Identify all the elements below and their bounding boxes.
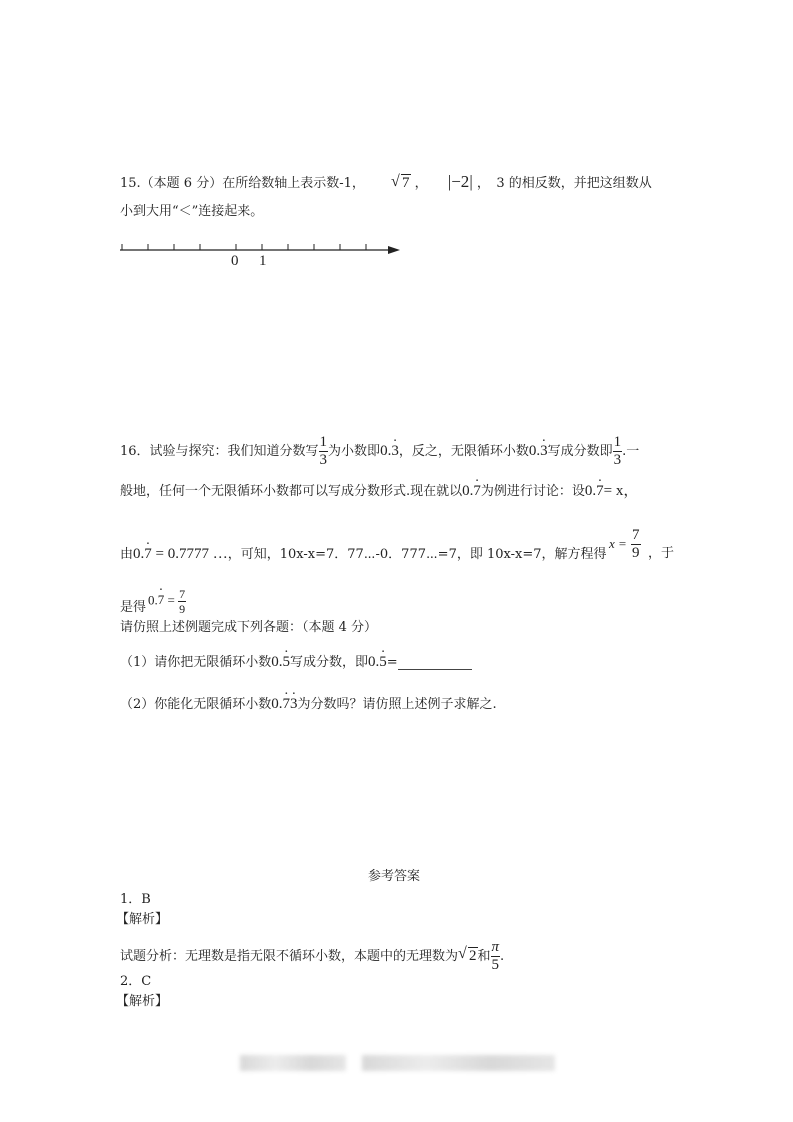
q15-line1-pre: 15.（本题 6 分）在所给数轴上表示数-1，	[120, 176, 365, 191]
frac-pi-five: $\frac{\pi}{5}$	[491, 939, 500, 973]
p2a: （2）你能化无限循环小数	[120, 697, 272, 712]
q16-instructions: 请仿照上述例题完成下列各题：（本题 4 分）	[120, 620, 378, 635]
answer-1: 1．B	[120, 892, 151, 907]
and-text: 和	[477, 949, 491, 964]
q15-sep: ，	[414, 176, 428, 191]
sqrt-seven: √ 7	[391, 173, 410, 191]
analysis-text	[120, 940, 504, 973]
repeating-0-5: 0.5 ·	[271, 654, 290, 670]
q16-part2	[120, 697, 497, 712]
q16-l1e: .一	[622, 444, 640, 459]
eq-x: = x，	[603, 483, 639, 499]
frac-one-third: $\frac{1}{3}$	[319, 434, 328, 468]
answer-blank[interactable]	[398, 657, 472, 670]
q16-l3b: ，可知，10x-x=7．77⋯-0．777⋯=7，即 10x-x=7，解方程得	[227, 547, 607, 562]
q16-l4a: 是得	[120, 600, 147, 615]
abs-neg-two: |−2|	[447, 172, 473, 191]
q16-l1c: ，反之，无限循环小数	[398, 444, 529, 459]
q16-l2b: 为例进行讨论：设	[480, 484, 585, 499]
q16-line2	[120, 484, 638, 499]
blurred-watermark-left	[240, 1055, 346, 1071]
q16-l1a: 16．试验与探究：我们知道分数写	[120, 444, 319, 459]
period: .	[500, 949, 505, 964]
q16-line3	[120, 547, 607, 562]
p1c: =	[386, 655, 398, 670]
axis-label-zero: 0	[231, 253, 239, 269]
q16-part1	[120, 655, 472, 670]
x-equals: x =	[609, 536, 627, 551]
q15-line2: 小到大用“＜”连接起来。	[120, 204, 264, 219]
analysis-a: 试题分析：无理数是指无限不循环小数，本题中的无理数为	[120, 949, 459, 964]
repeating-0-7c: 0.7 · = 0.7777 …	[133, 546, 228, 562]
q16-l1b: 为小数即	[328, 444, 381, 459]
result-eq: 0.7 · = $\frac{7}{9}$	[148, 588, 186, 615]
q15-line1	[120, 173, 652, 191]
q16-line1	[120, 435, 639, 468]
repeating-0-5b: 0.5 ·	[368, 654, 387, 670]
frac-seven-ninths: $\frac{7}{9}$	[632, 527, 640, 561]
repeating-0-7b: 0.7 ·	[585, 483, 604, 499]
blurred-watermark-right	[362, 1055, 555, 1071]
q16-l1d: 写成分数即	[547, 444, 613, 459]
q16-l2a: 般地，任何一个无限循环小数都可以写成分数形式.现在就以	[120, 484, 463, 499]
sqrt-two: √ 2	[458, 945, 477, 964]
repeating-0-73: 0.7 ·3 ·	[271, 696, 297, 712]
frac-one-third-b: $\frac{1}{3}$	[613, 434, 622, 468]
repeating-0-7: 0.7 ·	[462, 483, 481, 499]
analysis-label-1: 【解析】	[116, 912, 169, 927]
repeating-0-3: 0.3 ·	[380, 443, 399, 459]
p2b: 为分数吗？请仿照上述例子求解之.	[297, 697, 497, 712]
p1b: 写成分数，即	[290, 655, 369, 670]
repeating-0-3b: 0.3 ·	[529, 443, 548, 459]
axis-label-one: 1	[259, 253, 267, 269]
p1a: （1）请你把无限循环小数	[120, 655, 272, 670]
analysis-label-2: 【解析】	[116, 994, 169, 1009]
answer-2: 2．C	[120, 974, 152, 989]
answers-title: 参考答案	[368, 869, 421, 884]
q15-line1-post: ， 3 的相反数，并把这组数从	[476, 176, 652, 191]
q16-l3c: ，于	[648, 546, 675, 561]
q16-l3a: 由	[120, 547, 134, 562]
